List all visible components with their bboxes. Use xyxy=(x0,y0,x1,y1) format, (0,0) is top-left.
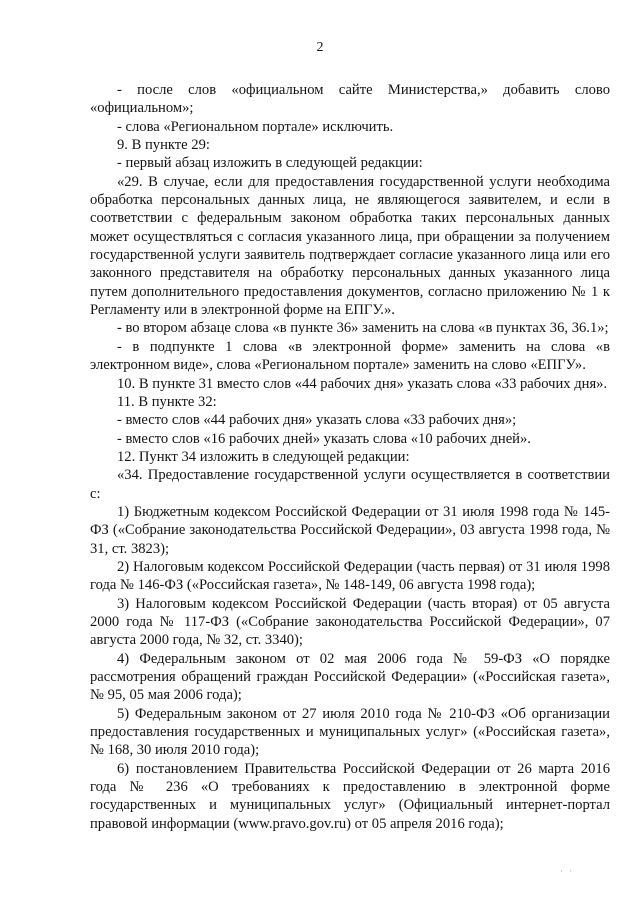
paragraph: 11. В пункте 32: xyxy=(117,393,217,410)
paragraph: 5) Федеральным законом от 27 июля 2010 года № 210-ФЗ «Об организации предоставления государственных и муниципальных услуг» («Российская газета», № 168, 30 июля 2010 года); xyxy=(90,705,610,759)
paragraph: «34. Предоставление государственной услуги осуществляется в соответствии с: xyxy=(90,467,610,502)
paragraph: 9. В пункте 29: xyxy=(117,137,210,154)
paragraph: - вместо слов «16 рабочих дней» указать слова «10 рабочих дней». xyxy=(117,430,531,447)
paragraph: - в подпункте 1 слова «в электронной форме» заменить на слова «в электронном виде», слова «Региональном портале» заменить на слово «ЕПГУ». xyxy=(90,338,610,374)
paragraph: 2) Налоговым кодексом Российской Федерации (часть первая) от 31 июля 1998 года № 146-ФЗ («Российская газета», № 148-149, 06 августа 1998 года); xyxy=(90,558,610,594)
paragraph: - после слов «официальном сайте Министерства,» добавить слово «официальном»; xyxy=(90,82,610,117)
paragraph: 4) Федеральным законом от 02 мая 2006 года № 59-ФЗ «О порядке рассмотрения обращений граждан Российской Федерации» («Российская газета», № 95, 05 мая 2006 года); xyxy=(90,650,610,704)
paragraph: 6) постановлением Правительства Российской Федерации от 26 марта 2016 года № 236 «О требованиях к предоставлению в электронной форме государственных и муниципальных услуг» (Официальный интернет-портал правовой информации (www.pravo.gov.ru) от 05 апреля 2016 года); xyxy=(90,760,610,832)
paragraph: «29. В случае, если для предоставления государственной услуги необходима обработка персональных данных лица, не являющегося заявителем, и если в соответствии с федеральным законом обработка таких персональных данных может осуществляться с согласия указанного лица, при обращении за получением государственной услуги заявитель подтверждает согласие указанного лица или его законного представителя на обработку персональных данных указанного лица путем дополнительного предоставления документов, согласно приложению № 1 к Регламенту или в электронной форме на ЕПГУ.». xyxy=(90,173,610,319)
document-body xyxy=(90,81,610,833)
paragraph: 12. Пункт 34 изложить в следующей редакции: xyxy=(117,448,410,465)
paragraph: 1) Бюджетным кодексом Российской Федерации от 31 июля 1998 года № 145-ФЗ («Собрание законодательства Российской Федерации», 03 августа 1998 года, № 31, ст. 3823); xyxy=(90,503,610,557)
paragraph: - слова «Региональном портале» исключить. xyxy=(117,118,394,135)
page-number: 2 xyxy=(316,40,324,55)
paragraph: 3) Налоговым кодексом Российской Федерации (часть вторая) от 05 августа 2000 года № 117-ФЗ («Собрание законодательства Российской Федерации», 07 августа 2000 года, № 32, ст. 3340); xyxy=(90,595,610,649)
paragraph: - вместо слов «44 рабочих дня» указать слова «33 рабочих дня»; xyxy=(117,412,517,429)
paragraph: - во втором абзаце слова «в пункте 36» заменить на слова «в пунктах 36, 36.1»; xyxy=(117,320,609,337)
paragraph: 10. В пункте 31 вместо слов «44 рабочих дня» указать слова «33 рабочих дня». xyxy=(117,375,608,392)
scan-speck-mark: · · xyxy=(560,866,575,876)
paragraph: - первый абзац изложить в следующей редакции: xyxy=(117,155,423,172)
